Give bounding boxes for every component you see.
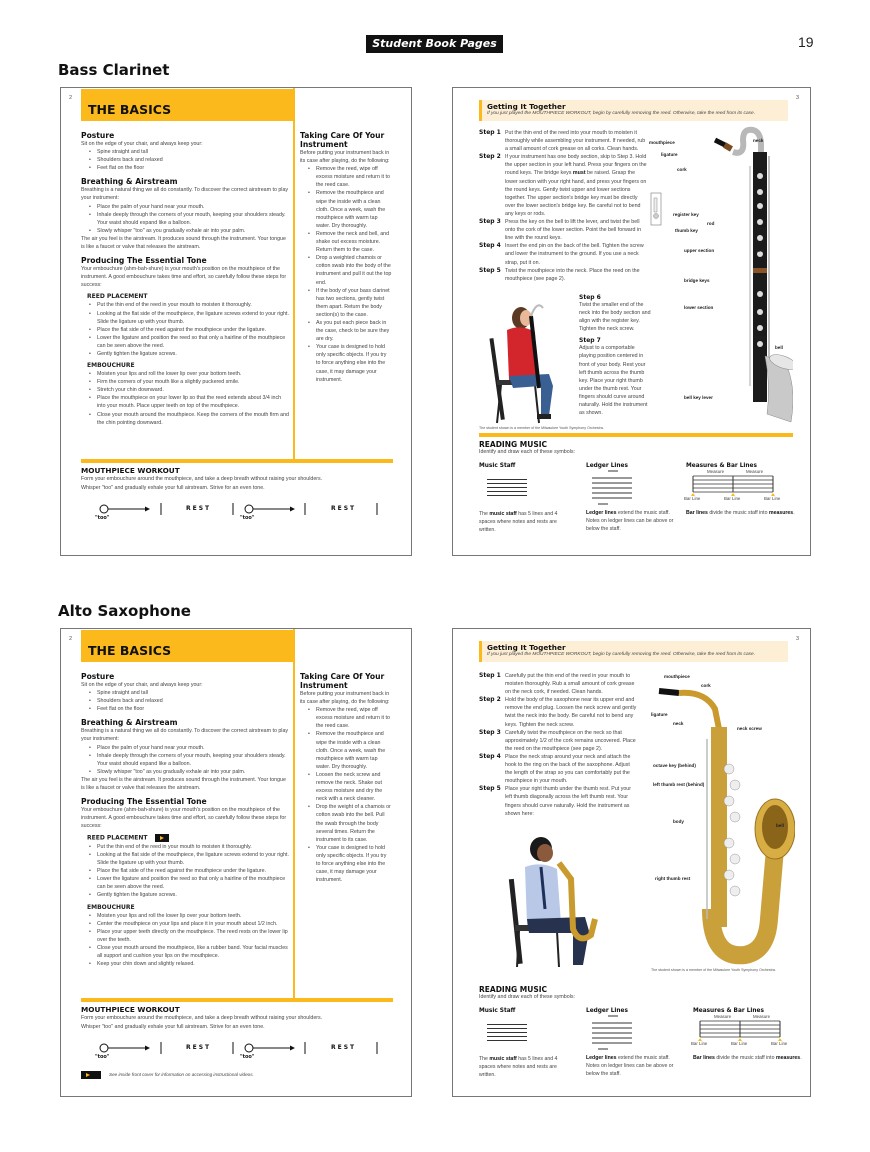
student-photo (499, 819, 619, 969)
reed-heading (87, 293, 289, 301)
rest-label: REST (186, 505, 212, 512)
mouthpiece-workout (81, 1005, 401, 1031)
list-item: • Remove the mouthpiece and wipe the inside with a clean cloth. Once a week, wash the mouthpiece with warm tap water. Dry thoroughly. (306, 730, 392, 770)
git-subtitle: If you just played the MOUTHPIECE WORKOUT, begin by carefully removing the reed. Otherwise, take the reed from its case. (487, 652, 756, 657)
divider-bar (81, 998, 393, 1002)
step-item (479, 729, 637, 753)
bar-line-label: Bar Line (691, 1041, 708, 1046)
list-item: • Place your upper teeth directly on the mouthpiece. The reed rests on the lower lip over the teeth. (87, 928, 289, 944)
measures-diagram (686, 469, 796, 509)
text-segment: Twist the mouthpiece into the neck. Place the reed on the mouthpiece (see page 2). (505, 267, 640, 282)
step-item (479, 696, 637, 728)
ledger-lines-heading: Ledger Lines (586, 1008, 628, 1014)
text-segment: Put the thin end of the reed into your mouth to moisten it thoroughly while assembling your instrument. If needed, rub a small amount of cork grease on all corks. Clean hands. (505, 130, 646, 153)
list-item: • Loosen the neck screw and remove the neck. Shake out excess moisture and dry the neck with a neck cleaner. (306, 771, 392, 803)
measures-staff (699, 1020, 789, 1038)
measure-label: Measure (746, 469, 764, 474)
step-item (479, 785, 637, 817)
embouchure-list (87, 370, 289, 427)
step-item (479, 153, 647, 218)
banner (81, 630, 294, 662)
bold-term: Bar lines (686, 510, 708, 516)
reading-music-heading: READING MUSIC (479, 985, 548, 994)
instrument-label: right thumb rest (655, 876, 691, 881)
instrument-label: neck (753, 138, 764, 143)
list-item: • Your case is designed to hold only specific objects. If you try to force anything else into the case, it may damage your instrument. (306, 844, 392, 884)
list-item: • Drop a weighted chamois or cotton swab into the body of the instrument and pull it out the top end. (306, 254, 392, 286)
step-text (505, 267, 647, 283)
list-item: • Shoulders back and relaxed (87, 156, 289, 164)
student-photo (477, 288, 577, 426)
measures-desc (693, 1054, 803, 1062)
section-badge: Student Book Pages 2-3 (366, 35, 503, 53)
measure-label: Measure (714, 1014, 732, 1019)
photo-caption: The student shown is a member of the Milwaukee Youth Symphony Orchestra. (479, 426, 604, 430)
text-segment: has 5 lines and 4 spaces where notes and rests are written. (479, 511, 558, 533)
steps (479, 672, 637, 818)
measures-heading: Measures & Bar Lines (686, 463, 757, 469)
instrument-label: neck (673, 721, 684, 726)
bold-term: Ledger lines (586, 1055, 617, 1061)
left-page (60, 628, 412, 1097)
step-label: Step 7 (579, 337, 601, 345)
ledger-lines-heading: Ledger Lines (586, 463, 628, 469)
instrument-label: bell (776, 823, 784, 828)
music-staff-heading: Music Staff (479, 463, 516, 469)
page-number-right: 3 (796, 636, 800, 642)
instrument-label: neck screw (737, 726, 762, 731)
banner-title: THE BASICS (88, 102, 172, 117)
step-label: Step 6 (579, 294, 601, 301)
mouthpiece-workout (81, 466, 401, 492)
list-item: • Place the palm of your hand near your mouth. (87, 744, 289, 752)
list-item: • Drop the weight of a chamois or cotton swab into the bell. Pull the swab through the body several times. Return the instrument to its case. (306, 803, 392, 843)
reading-music (479, 985, 575, 1000)
bold-term: must (572, 170, 586, 177)
care-list (306, 165, 392, 384)
divider-bar (479, 433, 793, 437)
video-play-icon[interactable] (81, 1071, 101, 1079)
step-text (505, 696, 637, 728)
bar-line-label: Bar Line (724, 496, 741, 501)
text-segment: Place the neck strap around your neck and attach the hook to the ring on the back of the saxophone. Adjust the length of the strap so you can comfortably put the mouthpiece in your mouth. (505, 753, 631, 785)
ledger-lines (586, 1014, 636, 1050)
breathing-list (87, 744, 289, 776)
measures-staff (692, 475, 782, 493)
step-text: Twist the smaller end of the neck into the body section and align with the register key. Tighten the neck screw. (579, 302, 651, 333)
posture-heading: Posture (81, 672, 115, 681)
bass-clarinet-image (693, 126, 793, 426)
divider-bar (81, 459, 393, 463)
breathing-intro: Breathing is a natural thing we all do constantly. To discover the correct airstream to play your instrument: (81, 728, 289, 743)
embouchure-heading: EMBOUCHURE (87, 903, 135, 911)
instrument-label: rod (707, 221, 715, 226)
posture-list (87, 689, 289, 713)
breathing-intro: Breathing is a natural thing we all do constantly. To discover the correct airstream to play your instrument: (81, 187, 289, 202)
list-item: • Put the thin end of the reed in your mouth to moisten it thoroughly. (87, 843, 289, 851)
page-number-left: 2 (69, 636, 73, 642)
bar-line-label: Bar Line (771, 1041, 788, 1046)
bar-line-label: Bar Line (684, 496, 701, 501)
posture-heading: Posture (81, 131, 115, 140)
ledger-lines-section (586, 463, 682, 533)
instrument-label: mouthpiece (664, 674, 690, 679)
staff-line (487, 491, 527, 492)
page-number: 19 (798, 34, 814, 50)
ledger-lines-section (586, 1008, 682, 1078)
bass-clarinet-image-graphic (693, 126, 793, 426)
ledger-lines-desc (586, 1054, 682, 1078)
text-segment: . (793, 510, 795, 516)
care-heading: Taking Care Of Your Instrument (300, 131, 385, 149)
care-list (306, 706, 392, 884)
list-item: • As you put each piece back in the case, check to be sure they are dry. (306, 319, 392, 343)
list-item: • If the body of your bass clarinet has two sections, gently twist them apart. Return the body section(s) to the case. (306, 287, 392, 319)
left-page (60, 87, 412, 556)
photo-caption: The student shown is a member of the Milwaukee Youth Symphony Orchestra. (651, 968, 776, 972)
instrument-label: upper section (684, 248, 715, 253)
bold-term: music staff (489, 1056, 517, 1062)
bold-term: Bar lines (693, 1055, 715, 1061)
list-item: • Inhale deeply through the corners of your mouth, keeping your shoulders steady. Your waist should expand like a balloon. (87, 211, 289, 227)
text-segment: has 5 lines and 4 spaces where notes and rests are written. (479, 1056, 558, 1078)
step-text (505, 729, 637, 753)
list-item: • Slowly whisper "too" as you gradually exhale air into your palm. (87, 227, 289, 235)
instrument-label: keys (757, 226, 768, 231)
list-item: • Moisten your lips and roll the lower lip over your bottom teeth. (87, 370, 289, 378)
music-staff-desc (479, 1055, 569, 1079)
list-item: • Place the flat side of the reed against the mouthpiece under the ligature. (87, 326, 289, 334)
workout-line1: Form your embouchure around the mouthpiece, and take a deep breath without raising your shoulders. (81, 1015, 323, 1021)
tone-heading: Producing The Essential Tone (81, 256, 207, 266)
list-item: • Looking at the flat side of the mouthpiece, the ligature screws extend to your right. Slide the ligature up with your thumb. (87, 851, 289, 867)
text-segment: Carefully put the thin end of the reed in your mouth to moisten thoroughly. Rub a small amount of cork grease on the neck cork, if needed. Clean hands. (505, 673, 635, 696)
breathing-heading: Breathing & Airstream (81, 177, 178, 187)
staff-line (487, 1024, 527, 1025)
text-segment: If your instrument has one body section, skip to Step 3. Hold the upper section in your left hand. Press your fingers on the round keys. The bridge keys (505, 154, 647, 177)
list-item: • Stretch your chin downward. (87, 386, 289, 394)
step-label: Step 1 (479, 672, 501, 679)
instrument-title: Bass Clarinet (58, 61, 170, 79)
measures-heading: Measures & Bar Lines (693, 1008, 764, 1014)
music-staff-heading: Music Staff (479, 1008, 516, 1014)
step-label-wrap (579, 337, 651, 344)
measures-diagram (693, 1014, 803, 1054)
too-label: "too" (95, 1054, 110, 1060)
text-segment: Carefully twist the mouthpiece on the neck so that approximately 1/2 of the cork remains uncovered. Place the reed on the mouthpiece (see page 2). (505, 729, 636, 752)
breathing-outro: The air you feel is the airstream. It produces sound through the instrument. Your tongue is like a faucet or valve that releases the airstream. (81, 776, 286, 792)
staff-line (487, 479, 527, 480)
list-item: • Place the palm of your hand near your mouth. (87, 203, 289, 211)
side-steps (579, 290, 651, 417)
reading-music (479, 440, 575, 455)
staff-line (487, 1036, 527, 1037)
text-segment: divide the music staff into (707, 510, 769, 516)
ledger-lines-graphic (586, 469, 636, 505)
list-item: • Shoulders back and relaxed (87, 697, 289, 705)
text-segment: Hold the body of the saxophone near its upper end and remove the end plug. Loosen the neck screw and gently twist the neck into the body. Be careful not to bend any keys. Tighten the neck screw. (505, 697, 637, 728)
divider-vertical (293, 88, 295, 459)
instrument-title: Alto Saxophone (58, 602, 191, 620)
step-item (479, 753, 637, 785)
list-item: • Close your mouth around the mouthpiece. Keep the corners of the mouth firm and the chin pointing downward. (87, 411, 289, 427)
care-column (300, 668, 392, 884)
instrument-label: register key (673, 212, 699, 217)
step-label-wrap (579, 294, 651, 301)
step-label: Step 4 (479, 752, 501, 760)
instrument-label: thumb key (675, 228, 698, 233)
too-label: "too" (240, 515, 255, 521)
step-label: Step 4 (479, 242, 501, 250)
breathing-list (87, 203, 289, 235)
rest-label: REST (331, 1044, 357, 1051)
reed-heading-text: REED PLACEMENT (87, 834, 148, 842)
text-segment: . (800, 1055, 802, 1061)
staff-line (487, 483, 527, 484)
step-text (505, 785, 637, 817)
list-item: • Slowly whisper "too" as you gradually exhale air into your palm. (87, 768, 289, 776)
divider-vertical (293, 629, 295, 998)
bar-line-label: Bar Line (764, 496, 781, 501)
text-segment: The (479, 1056, 490, 1062)
bold-term: Ledger lines (586, 510, 617, 516)
workout-heading: MOUTHPIECE WORKOUT (81, 1005, 180, 1014)
music-staff (487, 1024, 527, 1041)
git-heading: Getting It Together (487, 102, 566, 111)
step-label: Step 2 (479, 696, 501, 704)
step-text (505, 242, 647, 266)
instrument-label: lower section (684, 305, 714, 310)
step-label: Step 5 (479, 785, 501, 793)
music-staff (487, 479, 527, 496)
video-note-text: See inside front cover for information on accessing instructional videos. (109, 1072, 254, 1078)
list-item: • Spine straight and tall (87, 689, 289, 697)
step-item (479, 672, 637, 696)
list-item: • Lower the ligature and position the reed so that only a hairline of the mouthpiece can be seen above the reed. (87, 334, 289, 350)
thumb-key-diagram (650, 192, 664, 228)
staff-line (487, 1032, 527, 1033)
step-label: Step 3 (479, 728, 501, 736)
list-item: • Your case is designed to hold only specific objects. If you try to force anything else into the case, it may damage your instrument. (306, 343, 392, 383)
list-item: • Looking at the flat side of the mouthpiece, the ligature screws extend to your right. Slide the ligature up with your thumb. (87, 310, 289, 326)
music-staff-desc (479, 510, 569, 534)
measure-label: Measure (707, 469, 725, 474)
list-item: • Inhale deeply through the corners of your mouth, keeping your shoulders steady. Your waist should expand like a balloon. (87, 752, 289, 768)
text-segment: Insert the end pin on the back of the bell. Tighten the screw and lower the instrument to the ground. If you use a neck strap, put it on. (505, 243, 644, 266)
text-segment: Place your right thumb under the thumb rest. Put your left thumb diagonally across the left thumb rest. Your fingers should curve naturally. Hold the instrument as shown here: (505, 786, 632, 817)
reed-list (87, 301, 289, 358)
instrument-label: octave key (behind) (653, 763, 696, 768)
rest-label: REST (331, 505, 357, 512)
list-item: • Remove the mouthpiece and wipe the inside with a clean cloth. Once a week, wash the mouthpiece with warm tap water. Dry thoroughly. (306, 189, 392, 229)
list-item: • Gently tighten the ligature screws. (87, 350, 289, 358)
step-text (505, 753, 637, 785)
measures-desc (686, 509, 796, 517)
music-staff-section (479, 1008, 569, 1079)
embouchure-list (87, 912, 289, 969)
breathing-heading: Breathing & Airstream (81, 718, 178, 728)
breathing-outro: The air you feel is the airstream. It produces sound through the instrument. Your tongue is like a faucet or valve that releases the airstream. (81, 235, 286, 251)
basics-column (81, 668, 289, 968)
tone-heading: Producing The Essential Tone (81, 797, 207, 807)
banner-title: THE BASICS (88, 643, 172, 658)
instrument-label: bell (775, 345, 783, 350)
page-number-right: 3 (796, 95, 800, 101)
ledger-lines-graphic (586, 1014, 636, 1050)
step-label: Step 5 (479, 266, 501, 274)
step-text (505, 129, 647, 153)
step-label: Step 1 (479, 129, 501, 136)
right-page (452, 628, 811, 1097)
bold-term: measures (768, 510, 794, 516)
student-photo-graphic (499, 819, 619, 969)
posture-list (87, 148, 289, 172)
list-item: • Spine straight and tall (87, 148, 289, 156)
measures-staff-graphic (692, 475, 782, 493)
instrument-label: body (673, 819, 684, 824)
getting-it-together (479, 100, 788, 121)
care-intro: Before putting your instrument back in its case after playing, do the following: (300, 691, 390, 706)
git-heading: Getting It Together (487, 643, 566, 652)
measures-staff-graphic (699, 1020, 789, 1038)
tone-intro: Your embouchure (ahm-bah-shure) is your mouth's position on the mouthpiece of the instrument. A good embouchure takes time and effort, so carefully follow these steps for success: (81, 266, 287, 289)
list-item: • Remove the reed, wipe off excess moisture and return it to the reed case. (306, 165, 392, 189)
reading-music-sub: Identify and draw each of these symbols: (479, 449, 575, 455)
steps (479, 129, 647, 283)
step-item (479, 267, 647, 283)
measures-section (693, 1008, 803, 1062)
ledger-lines (586, 469, 636, 505)
list-item: • Place the flat side of the reed against the mouthpiece under the ligature. (87, 867, 289, 875)
instrument-label: ligature (661, 152, 678, 157)
too-label: "too" (240, 1054, 255, 1060)
care-heading: Taking Care Of Your Instrument (300, 672, 385, 690)
text-segment: divide the music staff into (714, 1055, 776, 1061)
text-segment: extend the music staff. Notes on ledger lines can be above or below the staff. (586, 1055, 674, 1077)
list-item: • Gently tighten the ligature screws. (87, 891, 289, 899)
ledger-lines-desc (586, 509, 682, 533)
measures-section (686, 463, 796, 517)
step-item (479, 218, 647, 242)
instrument-label: ligature (651, 712, 668, 717)
list-item: • Remove the neck and bell, and shake out excess moisture. Return them to the case. (306, 230, 392, 254)
reading-music-sub: Identify and draw each of these symbols: (479, 994, 575, 1000)
bold-term: measures (775, 1055, 801, 1061)
list-item: • Place the mouthpiece on your lower lip so that the reed extends about 3/4 inch into your mouth. Place upper teeth on top of the mouthpiece. (87, 394, 289, 410)
text-segment: be raised. Grasp the lower section with your right hand, and press your fingers on the round keys. Gently twist upper and lower sections together. The upper section's bridge key must be directly over the lower section's bridge key. Be careful not to bend any keys or rods. (505, 170, 647, 217)
instrument-label: bell key lever (684, 395, 713, 400)
list-item: • Put the thin end of the reed in your mouth to moisten it thoroughly. (87, 301, 289, 309)
instrument-label: mouthpiece (649, 140, 675, 145)
reed-heading-text: REED PLACEMENT (87, 293, 148, 301)
staff-line (487, 495, 527, 496)
getting-it-together (479, 641, 788, 662)
text-segment: Press the key on the bell to lift the lever, and twist the bell onto the cork of the lower section. Point the bell forward in line with the round keys. (505, 219, 642, 242)
basics-column (81, 127, 289, 427)
staff-line (487, 1028, 527, 1029)
embouchure-heading: EMBOUCHURE (87, 362, 135, 370)
measure-label: Measure (753, 1014, 771, 1019)
rest-label: REST (186, 1044, 212, 1051)
posture-intro: Sit on the edge of your chair, and always keep your: (81, 682, 203, 688)
workout-line2: Whisper "too" and gradually exhale your full airstream. Strive for an even tone. (81, 1023, 265, 1030)
git-subtitle: If you just played the MOUTHPIECE WORKOUT, begin by carefully removing the reed. Otherwise, take the reed from its case. (487, 111, 756, 116)
list-item: • Lower the ligature and position the reed so that only a hairline of the mouthpiece can be seen above the reed. (87, 875, 289, 891)
reed-heading (87, 834, 289, 843)
workout-line1: Form your embouchure around the mouthpiece, and take a deep breath without raising your shoulders. (81, 476, 323, 482)
bold-term: music staff (489, 511, 517, 517)
list-item: • Remove the reed, wipe off excess moisture and return it to the reed case. (306, 706, 392, 730)
step-text (505, 153, 647, 218)
instrument-label: left thumb rest (behind) (653, 782, 705, 787)
list-item: • Feet flat on the floor (87, 705, 289, 713)
text-segment: The (479, 511, 490, 517)
staff-line (487, 1040, 527, 1041)
list-item: • Close your mouth around the mouthpiece, like a rubber band. Your facial muscles all support and cushion your lips on the mouthpiece. (87, 944, 289, 960)
staff-line (487, 487, 527, 488)
workout-heading: MOUTHPIECE WORKOUT (81, 466, 180, 475)
step-text: Adjust to a comportable playing position centered in front of your body. Rest your left thumb across the thumb key. Place your right thumb under the thumb rest. Your fingers should curve around naturally. Hold the instrument as shown. (579, 345, 648, 417)
workout-line2: Whisper "too" and gradually exhale your full airstream. Strive for an even tone. (81, 484, 265, 491)
step-label: Step 3 (479, 218, 501, 226)
too-label: "too" (95, 515, 110, 521)
list-item: • Moisten your lips and roll the lower lip over your bottom teeth. (87, 912, 289, 920)
instrument-label: cork (701, 683, 711, 688)
instrument-label: bridge keys (684, 278, 710, 283)
reading-music-heading: READING MUSIC (479, 440, 548, 449)
reed-list (87, 843, 289, 900)
music-staff-section (479, 463, 569, 534)
step-item (479, 129, 647, 153)
step-text (505, 218, 647, 242)
student-photo-graphic (477, 288, 577, 426)
list-item: • Feet flat on the floor (87, 164, 289, 172)
tone-intro: Your embouchure (ahm-bah-shure) is your mouth's position on the mouthpiece of the instrument. A good embouchure takes time and effort, so carefully follow these steps for success: (81, 807, 287, 830)
thumb-key-diagram-graphic (650, 192, 664, 228)
bar-line-label: Bar Line (731, 1041, 748, 1046)
text-segment: extend the music staff. Notes on ledger lines can be above or below the staff. (586, 510, 674, 532)
care-column (300, 127, 392, 384)
video-play-icon[interactable] (155, 834, 169, 842)
page-number-left: 2 (69, 95, 73, 101)
care-intro: Before putting your instrument back in its case after playing, do the following: (300, 150, 390, 165)
list-item: • Firm the corners of your mouth like a slightly puckered smile. (87, 378, 289, 386)
step-text (505, 672, 637, 696)
list-item: • Keep your chin down and slightly relaxed. (87, 960, 289, 968)
instrument-label: cork (677, 167, 687, 172)
banner (81, 89, 294, 121)
instrument-label: rods (755, 335, 765, 340)
list-item: • Center the mouthpiece on your lips and place it in your mouth about 1/2 inch. (87, 920, 289, 928)
step-label: Step 2 (479, 153, 501, 161)
right-page (452, 87, 811, 556)
posture-intro: Sit on the edge of your chair, and always keep your: (81, 141, 203, 147)
instrument-label: cork (755, 248, 765, 253)
step-item (479, 242, 647, 266)
video-note (81, 1071, 254, 1079)
